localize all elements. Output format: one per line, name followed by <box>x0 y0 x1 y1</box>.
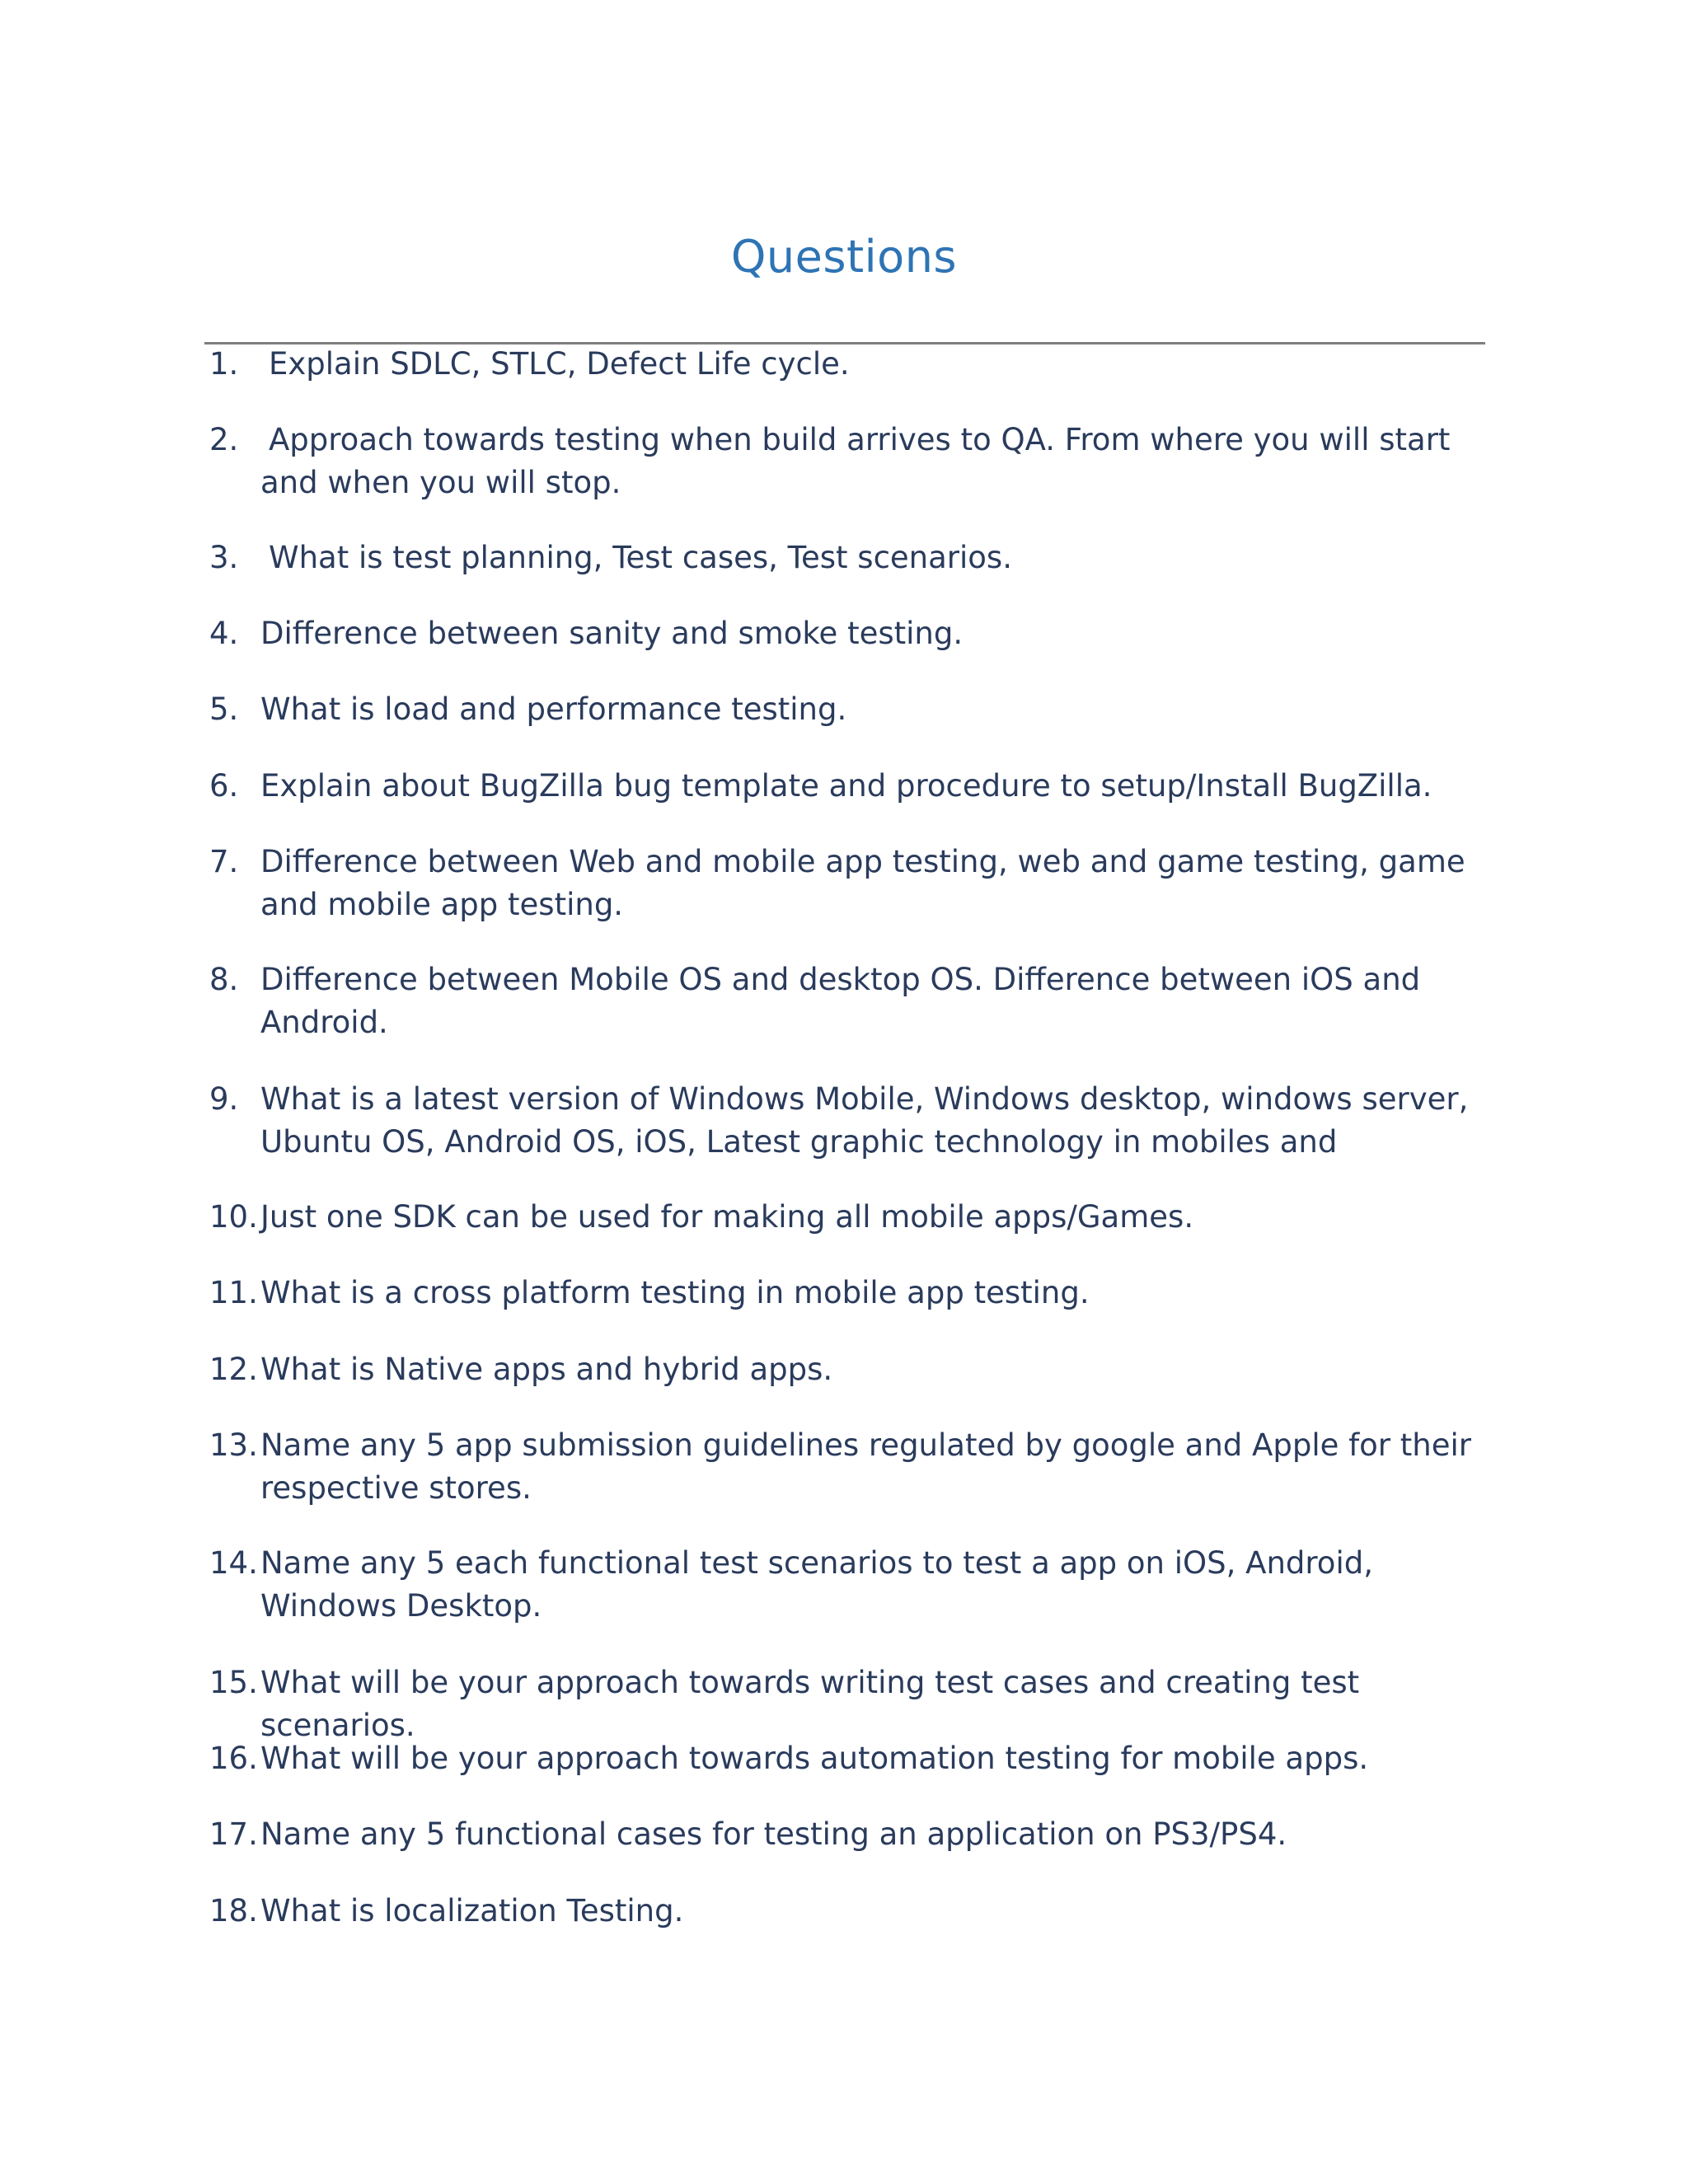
question-item <box>206 1272 1492 1315</box>
question-text: What will be your approach towards automation testing for mobile apps. <box>260 1741 1369 1776</box>
question-text: Name any 5 app submission guidelines regulated by google and Apple for their respective stores. <box>260 1427 1471 1506</box>
question-number: 11. <box>209 1275 258 1310</box>
question-number: 8. <box>209 962 239 997</box>
question-item <box>206 1813 1492 1856</box>
question-number: 6. <box>209 768 239 804</box>
question-number: 15. <box>209 1665 258 1700</box>
question-item <box>206 1196 1492 1239</box>
question-number: 14. <box>209 1545 258 1581</box>
question-text: Name any 5 each functional test scenarios to test a app on iOS, Android, Windows Desktop. <box>260 1545 1373 1624</box>
question-text: Approach towards testing when build arrives to QA. From where you will start and when you will stop. <box>260 422 1451 500</box>
question-text: What is Native apps and hybrid apps. <box>260 1352 833 1387</box>
question-number: 13. <box>209 1427 258 1463</box>
question-text: Difference between sanity and smoke testing. <box>260 616 964 651</box>
question-number: 5. <box>209 691 239 727</box>
question-number: 16. <box>209 1741 258 1776</box>
question-item <box>206 1542 1492 1628</box>
question-item <box>206 765 1492 808</box>
question-item <box>206 841 1492 926</box>
question-number: 3. <box>209 540 239 575</box>
question-number: 4. <box>209 616 239 651</box>
question-text: Difference between Mobile OS and desktop OS. Difference between iOS and Android. <box>260 962 1421 1040</box>
question-item <box>206 688 1492 731</box>
question-number: 17. <box>209 1816 258 1852</box>
question-number: 1. <box>209 346 239 382</box>
question-text: What is load and performance testing. <box>260 691 847 727</box>
question-text: What is localization Testing. <box>260 1893 684 1929</box>
question-item <box>206 1890 1492 1933</box>
question-item <box>206 343 1492 386</box>
question-item <box>206 1078 1492 1164</box>
question-text: What is test planning, Test cases, Test scenarios. <box>269 540 1012 575</box>
question-item <box>206 1737 1492 1780</box>
question-text: Explain SDLC, STLC, Defect Life cycle. <box>269 346 850 382</box>
question-number: 9. <box>209 1081 239 1117</box>
question-number: 7. <box>209 844 239 879</box>
question-text: Difference between Web and mobile app testing, web and game testing, game and mobile app testing. <box>260 844 1465 922</box>
question-number: 18. <box>209 1893 258 1929</box>
question-text: Explain about BugZilla bug template and procedure to setup/Install BugZilla. <box>260 768 1432 804</box>
question-item <box>206 419 1492 504</box>
question-text: What is a cross platform testing in mobile app testing. <box>260 1275 1090 1310</box>
question-text: Name any 5 functional cases for testing an application on PS3/PS4. <box>260 1816 1287 1852</box>
question-number: 2. <box>209 422 239 457</box>
question-item <box>206 958 1492 1044</box>
question-item <box>206 1424 1492 1510</box>
question-text: What is a latest version of Windows Mobile, Windows desktop, windows server, Ubuntu OS, Android OS, iOS, Latest graphic technology in mobiles and <box>260 1081 1469 1160</box>
question-item <box>206 1661 1492 1747</box>
question-item <box>206 537 1492 579</box>
question-number: 12. <box>209 1352 258 1387</box>
question-text: What will be your approach towards writing test cases and creating test scenarios. <box>260 1665 1360 1743</box>
question-number: 10. <box>209 1199 258 1235</box>
question-item <box>206 1348 1492 1391</box>
question-text: Just one SDK can be used for making all mobile apps/Games. <box>260 1199 1194 1235</box>
page-title: Questions <box>730 231 958 283</box>
question-item <box>206 612 1492 655</box>
